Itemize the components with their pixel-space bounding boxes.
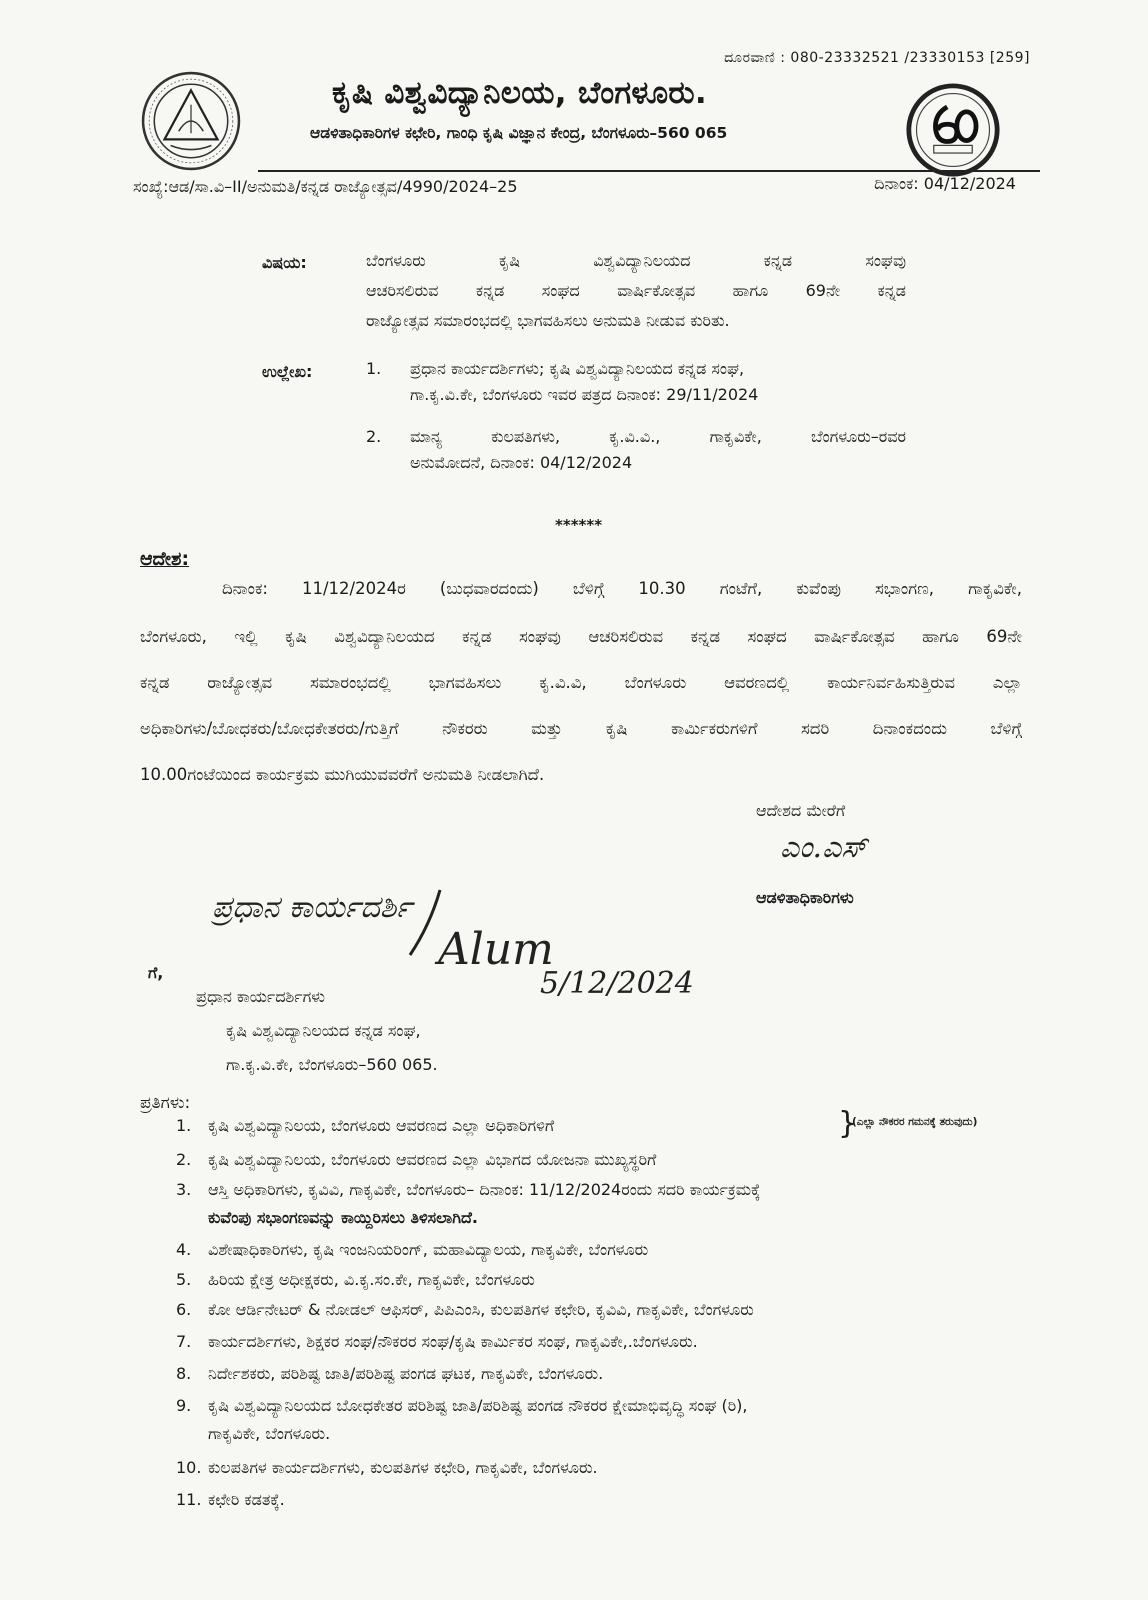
reference-1-line-2: ಗಾ.ಕೃ.ವಿ.ಕೇ, ಬೆಂಗಳೂರು ಇವರ ಪತ್ರದ ದಿನಾಂಕ: 29/11/2024 bbox=[410, 385, 759, 404]
reference-2-line-2: ಅನುಮೋದನೆ, ದಿನಾಂಕ: 04/12/2024 bbox=[410, 453, 633, 472]
subject-line-3: ರಾಜ್ಯೋತ್ಸವ ಸಮಾರಂಭದಲ್ಲಿ ಭಾಗವಹಿಸಲು ಅನುಮತಿ ನೀಡುವ ಕುರಿತು. bbox=[366, 311, 730, 330]
order-line-3: ಕನ್ನಡ ರಾಜ್ಯೋತ್ಸವ ಸಮಾರಂಭದಲ್ಲಿ ಭಾಗವಹಿಸಲು ಕೃ.ವಿ.ವಿ, ಬೆಂಗಳೂರು ಆವರಣದಲ್ಲಿ ಕಾರ್ಯನಿರ್ವಹಿಸುತ್ತಿರುವ ಎಲ್ಲಾ bbox=[140, 673, 1022, 692]
phone-numbers: ದೂರವಾಣಿ : 080-23332521 /23330153 [259] bbox=[724, 50, 1030, 66]
separator: ****** bbox=[555, 516, 603, 534]
copy-item-10: 10. ಕುಲಪತಿಗಳ ಕಾರ್ಯದರ್ಶಿಗಳು, ಕುಲಪತಿಗಳ ಕಛೇರಿ, ಗಾಕೃವಿಕೇ, ಬೆಂಗಳೂರು. bbox=[176, 1458, 598, 1477]
order-line-2: ಬೆಂಗಳೂರು, ಇಲ್ಲಿ ಕೃಷಿ ವಿಶ್ವವಿದ್ಯಾನಿಲಯದ ಕನ್ನಡ ಸಂಘವು ಆಚರಿಸಲಿರುವ ಕನ್ನಡ ಸಂಘದ ವಾರ್ಷಿಕೋತ್ಸವ ಹಾಗೂ 69ನೇ bbox=[140, 627, 1022, 646]
order-line-4: ಅಧಿಕಾರಿಗಳು/ಬೋಧಕರು/ಬೋಧಕೇತರರು/ಗುತ್ತಿಗೆ ನೌಕರರು ಮತ್ತು ಕೃಷಿ ಕಾರ್ಮಿಕರುಗಳಿಗೆ ಸದರಿ ದಿನಾಂಕದಂದು ಬೆಳಿಗ್ಗೆ bbox=[140, 719, 1022, 738]
copies-heading: ಪ್ರತಿಗಳು: bbox=[140, 1093, 191, 1113]
copy-item-3: 3. ಆಸ್ತಿ ಅಧಿಕಾರಿಗಳು, ಕೃವಿವಿ, ಗಾಕೃವಿಕೇ, ಬೆಂಗಳೂರು– ದಿನಾಂಕ: 11/12/2024ರಂದು ಸದರಿ ಕಾರ್ಯಕ್ರಮಕ್ಕೆ bbox=[176, 1180, 761, 1199]
office-address: ಆಡಳಿತಾಧಿಕಾರಿಗಳ ಕಛೇರಿ, ಗಾಂಧಿ ಕೃಷಿ ವಿಜ್ಞಾನ ಕೇಂದ್ರ, ಬೆಂಗಳೂರು–560 065 bbox=[310, 124, 728, 142]
handwritten-date: 5/12/2024 bbox=[540, 966, 694, 1001]
handwritten-signature: Alum bbox=[438, 924, 554, 975]
copy-item-11: 11. ಕಛೇರಿ ಕಡತಕ್ಕೆ. bbox=[176, 1490, 285, 1509]
university-name: ಕೃಷಿ ವಿಶ್ವವಿದ್ಯಾನಿಲಯ, ಬೆಂಗಳೂರು. bbox=[332, 75, 707, 111]
bracket-brace: } bbox=[838, 1106, 858, 1141]
to-line-3: ಗಾ.ಕೃ.ವಿ.ಕೇ, ಬೆಂಗಳೂರು–560 065. bbox=[226, 1055, 438, 1074]
administrator-signature: ಎಂ.ಎಸ್ bbox=[780, 830, 867, 865]
copy-item-7: 7. ಕಾರ್ಯದರ್ಶಿಗಳು, ಶಿಕ್ಷಕರ ಸಂಘ/ನೌಕರರ ಸಂಘ/ಕೃಷಿ ಕಾರ್ಮಿಕರ ಸಂಘ, ಗಾಕೃವಿಕೇ,.ಬೆಂಗಳೂರು. bbox=[176, 1332, 698, 1351]
sixty-years-emblem-icon bbox=[905, 82, 1001, 178]
bracket-note: (ಎಲ್ಲಾ ನೌಕರರ ಗಮನಕ್ಕೆ ತರುವುದು) bbox=[852, 1116, 978, 1128]
reference-label: ಉಲ್ಲೇಖ: bbox=[262, 362, 313, 381]
reference-1-line-1: ಪ್ರಧಾನ ಕಾರ್ಯದರ್ಶಿಗಳು; ಕೃಷಿ ವಿಶ್ವವಿದ್ಯಾನಿಲಯದ ಕನ್ನಡ ಸಂಘ, bbox=[410, 359, 745, 378]
by-order-text: ಆದೇಶದ ಮೇರೆಗೆ bbox=[756, 801, 846, 820]
copy-item-9: 9. ಕೃಷಿ ವಿಶ್ವವಿದ್ಯಾನಿಲಯದ ಬೋಧಕೇತರ ಪರಿಶಿಷ್ಟ ಜಾತಿ/ಪರಿಶಿಷ್ಟ ಪಂಗಡ ನೌಕರರ ಕ್ಷೇಮಾಭಿವೃದ್ಧಿ ಸಂಘ (ರಿ), bbox=[176, 1396, 748, 1415]
reference-number-1: 1. bbox=[366, 359, 382, 378]
handwritten-note: ಪ್ರಧಾನ ಕಾರ್ಯದರ್ಶಿ bbox=[212, 890, 412, 925]
copy-item-3-cont: ಕುವೆಂಪು ಸಭಾಂಗಣವನ್ನು ಕಾಯ್ದಿರಿಸಲು ತಿಳಿಸಲಾಗಿದೆ. bbox=[208, 1208, 479, 1227]
copy-item-9-cont: ಗಾಕೃವಿಕೇ, ಬೆಂಗಳೂರು. bbox=[208, 1424, 331, 1443]
subject-label: ವಿಷಯ: bbox=[262, 253, 307, 272]
to-line-2: ಕೃಷಿ ವಿಶ್ವವಿದ್ಯಾನಿಲಯದ ಕನ್ನಡ ಸಂಘ, bbox=[226, 1021, 421, 1040]
order-line-5: 10.00ಗಂಟೆಯಿಂದ ಕಾರ್ಯಕ್ರಮ ಮುಗಿಯುವವರೆಗೆ ಅನುಮತಿ ನೀಡಲಾಗಿದೆ. bbox=[140, 765, 545, 784]
administrator-designation: ಆಡಳಿತಾಧಿಕಾರಿಗಳು bbox=[756, 888, 854, 907]
copy-item-8: 8. ನಿರ್ದೇಶಕರು, ಪರಿಶಿಷ್ಟ ಜಾತಿ/ಪರಿಶಿಷ್ಟ ಪಂಗಡ ಘಟಕ, ಗಾಕೃವಿಕೇ, ಬೆಂಗಳೂರು. bbox=[176, 1364, 604, 1383]
reference-number-2: 2. bbox=[366, 427, 382, 446]
to-line-1: ಪ್ರಧಾನ ಕಾರ್ಯದರ್ಶಿಗಳು bbox=[196, 987, 326, 1006]
reference-2-line-1: ಮಾನ್ಯ ಕುಲಪತಿಗಳು, ಕೃ.ವಿ.ವಿ., ಗಾಕೃವಿಕೇ, ಬೆಂಗಳೂರು–ರವರ bbox=[410, 427, 906, 446]
to-prefix: ಗೆ, bbox=[148, 963, 164, 982]
header-rule bbox=[258, 170, 1040, 172]
reference-number: ಸಂಖ್ಯೆ:ಆಡ/ಸಾ.ವಿ–II/ಅನುಮತಿ/ಕನ್ನಡ ರಾಜ್ಯೋತ್ಸವ/4990/2024–25 bbox=[133, 177, 518, 196]
order-line-1: ದಿನಾಂಕ: 11/12/2024ರ (ಬುಧವಾರದಂದು) ಬೆಳಿಗ್ಗೆ 10.30 ಗಂಟೆಗೆ, ಕುವೆಂಪು ಸಭಾಂಗಣ, ಗಾಕೃವಿಕೇ, bbox=[222, 579, 1022, 598]
order-heading: ಆದೇಶ: bbox=[140, 548, 190, 570]
copy-item-2: 2. ಕೃಷಿ ವಿಶ್ವವಿದ್ಯಾನಿಲಯ, ಬೆಂಗಳೂರು ಆವರಣದ ಎಲ್ಲಾ ವಿಭಾಗದ ಯೋಜನಾ ಮುಖ್ಯಸ್ಥರಿಗೆ bbox=[176, 1150, 657, 1169]
copy-item-4: 4. ವಿಶೇಷಾಧಿಕಾರಿಗಳು, ಕೃಷಿ ಇಂಜನಿಯರಿಂಗ್, ಮಹಾವಿದ್ಯಾಲಯ, ಗಾಕೃವಿಕೇ, ಬೆಂಗಳೂರು bbox=[176, 1240, 649, 1259]
copy-item-1: 1. ಕೃಷಿ ವಿಶ್ವವಿದ್ಯಾನಿಲಯ, ಬೆಂಗಳೂರು ಆವರಣದ ಎಲ್ಲಾ ಅಧಿಕಾರಿಗಳಿಗೆ bbox=[176, 1116, 555, 1135]
copy-item-5: 5. ಹಿರಿಯ ಕ್ಷೇತ್ರ ಅಧೀಕ್ಷಕರು, ವಿ.ಕೃ.ಸಂ.ಕೇ, ಗಾಕೃವಿಕೇ, ಬೆಂಗಳೂರು bbox=[176, 1270, 535, 1289]
signature-stroke bbox=[400, 885, 460, 965]
subject-line-2: ಆಚರಿಸಲಿರುವ ಕನ್ನಡ ಸಂಘದ ವಾರ್ಷಿಕೋತ್ಸವ ಹಾಗೂ 69ನೇ ಕನ್ನಡ bbox=[366, 281, 906, 300]
copy-item-6: 6. ಕೋ ಆರ್ಡಿನೇಟರ್ & ನೋಡಲ್ ಆಫಿಸರ್, ಪಿಪಿಎಂಸಿ, ಕುಲಪತಿಗಳ ಕಛೇರಿ, ಕೃವಿವಿ, ಗಾಕೃವಿಕೇ, ಬೆಂಗಳೂರು bbox=[176, 1300, 754, 1319]
subject-line-1: ಬೆಂಗಳೂರು ಕೃಷಿ ವಿಶ್ವವಿದ್ಯಾನಿಲಯದ ಕನ್ನಡ ಸಂಘವು bbox=[366, 251, 906, 270]
letter-date: ದಿನಾಂಕ: 04/12/2024 bbox=[874, 174, 1016, 193]
university-seal-icon bbox=[140, 70, 242, 172]
